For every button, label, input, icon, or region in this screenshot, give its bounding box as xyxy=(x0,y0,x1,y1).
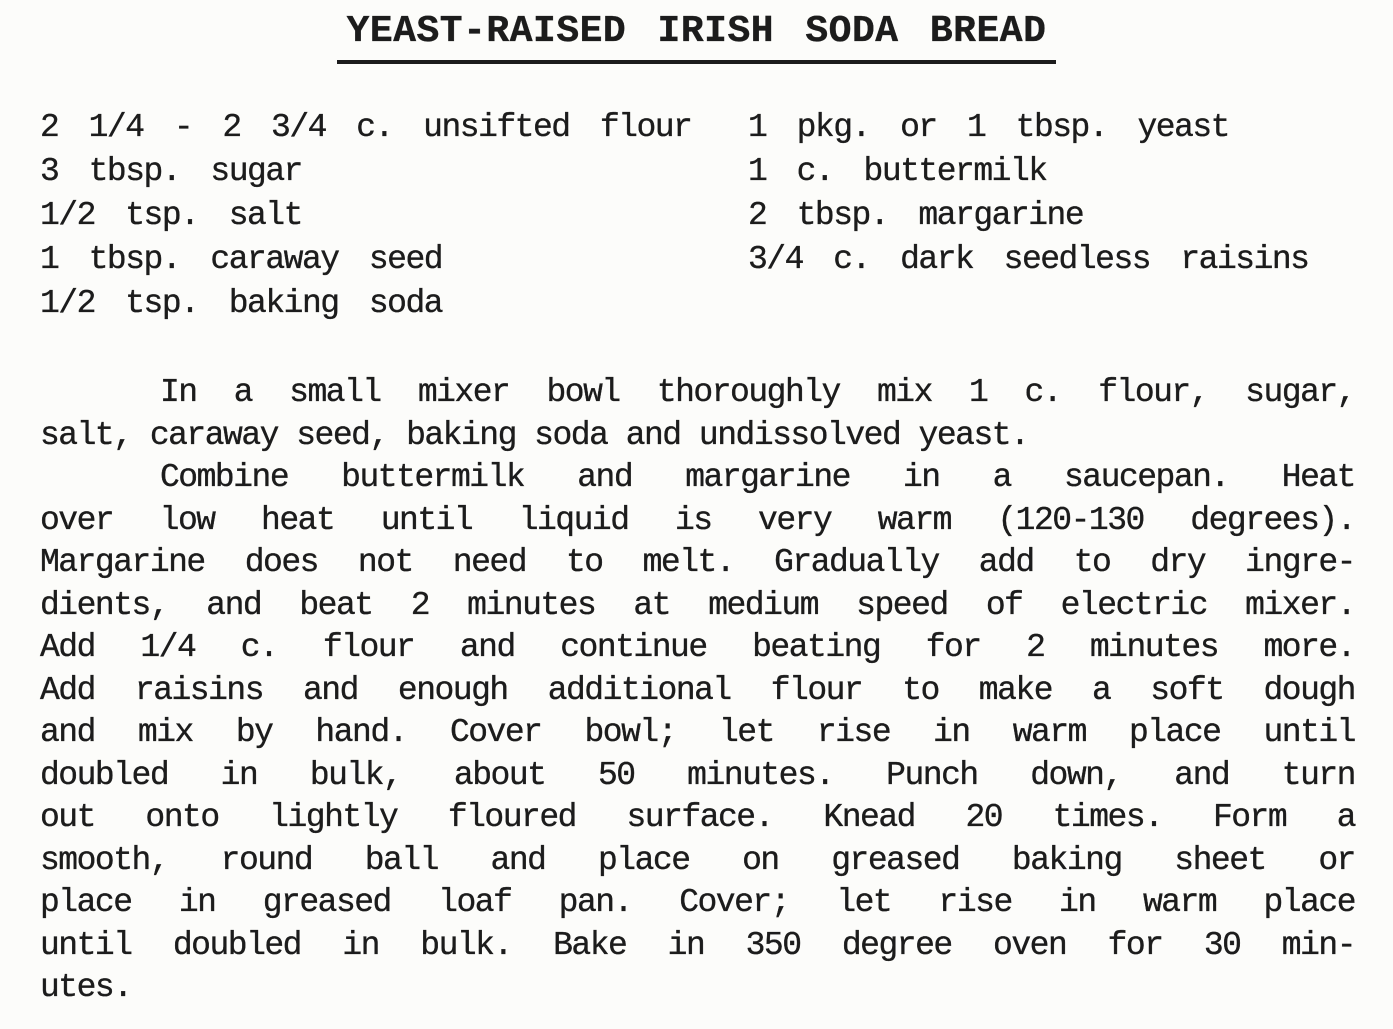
instruction-line: In a small mixer bowl thoroughly mix 1 c. flour, sugar, xyxy=(160,374,1355,411)
instruction-line: until doubled in bulk. Bake in 350 degree oven for 30 min- xyxy=(40,926,1355,964)
ingredient-item: 2 tbsp. margarine xyxy=(748,197,1084,234)
instruction-line: Margarine does not need to melt. Gradually add to dry ingre- xyxy=(40,544,1355,581)
instruction-line: utes. xyxy=(40,969,132,1006)
ingredient-item: 3/4 c. dark seedless raisins xyxy=(748,241,1309,278)
recipe-title: YEAST-RAISED IRISH SODA BREAD xyxy=(337,10,1057,64)
instruction-line: over low heat until liquid is very warm (120-130 degrees). xyxy=(40,501,1355,539)
ingredient-item: 2 1/4 - 2 3/4 c. unsifted flour xyxy=(40,109,692,146)
instruction-line: Add raisins and enough additional flour to make a soft dough xyxy=(40,671,1355,709)
ingredients-right-column xyxy=(748,106,1355,326)
ingredient-item: 1 tbsp. caraway seed xyxy=(40,241,443,278)
instruction-line: Combine buttermilk and margarine in a saucepan. Heat xyxy=(160,459,1355,496)
ingredient-item: 1/2 tsp. baking soda xyxy=(40,285,443,322)
ingredients-section xyxy=(0,106,1393,326)
instruction-line: and mix by hand. Cover bowl; let rise in warm place until xyxy=(40,714,1355,751)
instruction-line: out onto lightly floured surface. Knead 20 times. Form a xyxy=(40,799,1355,836)
ingredient-item: 1 pkg. or 1 tbsp. yeast xyxy=(748,109,1229,146)
instruction-line: smooth, round ball and place on greased baking sheet or xyxy=(40,841,1355,879)
instruction-line: Add 1/4 c. flour and continue beating for 2 minutes more. xyxy=(40,629,1355,666)
instruction-line: salt, caraway seed, baking soda and undissolved yeast. xyxy=(40,416,1029,454)
instruction-line: dients, and beat 2 minutes at medium speed of electric mixer. xyxy=(40,586,1355,624)
instruction-line: place in greased loaf pan. Cover; let rise in warm place xyxy=(40,884,1355,921)
instruction-line: doubled in bulk, about 50 minutes. Punch down, and turn xyxy=(40,756,1355,794)
ingredient-item: 1/2 tsp. salt xyxy=(40,197,302,234)
ingredients-left-column xyxy=(40,106,748,326)
title-row xyxy=(0,0,1393,64)
ingredient-item: 3 tbsp. sugar xyxy=(40,153,302,190)
ingredient-item: 1 c. buttermilk xyxy=(748,153,1047,190)
instructions-section xyxy=(0,372,1393,1010)
